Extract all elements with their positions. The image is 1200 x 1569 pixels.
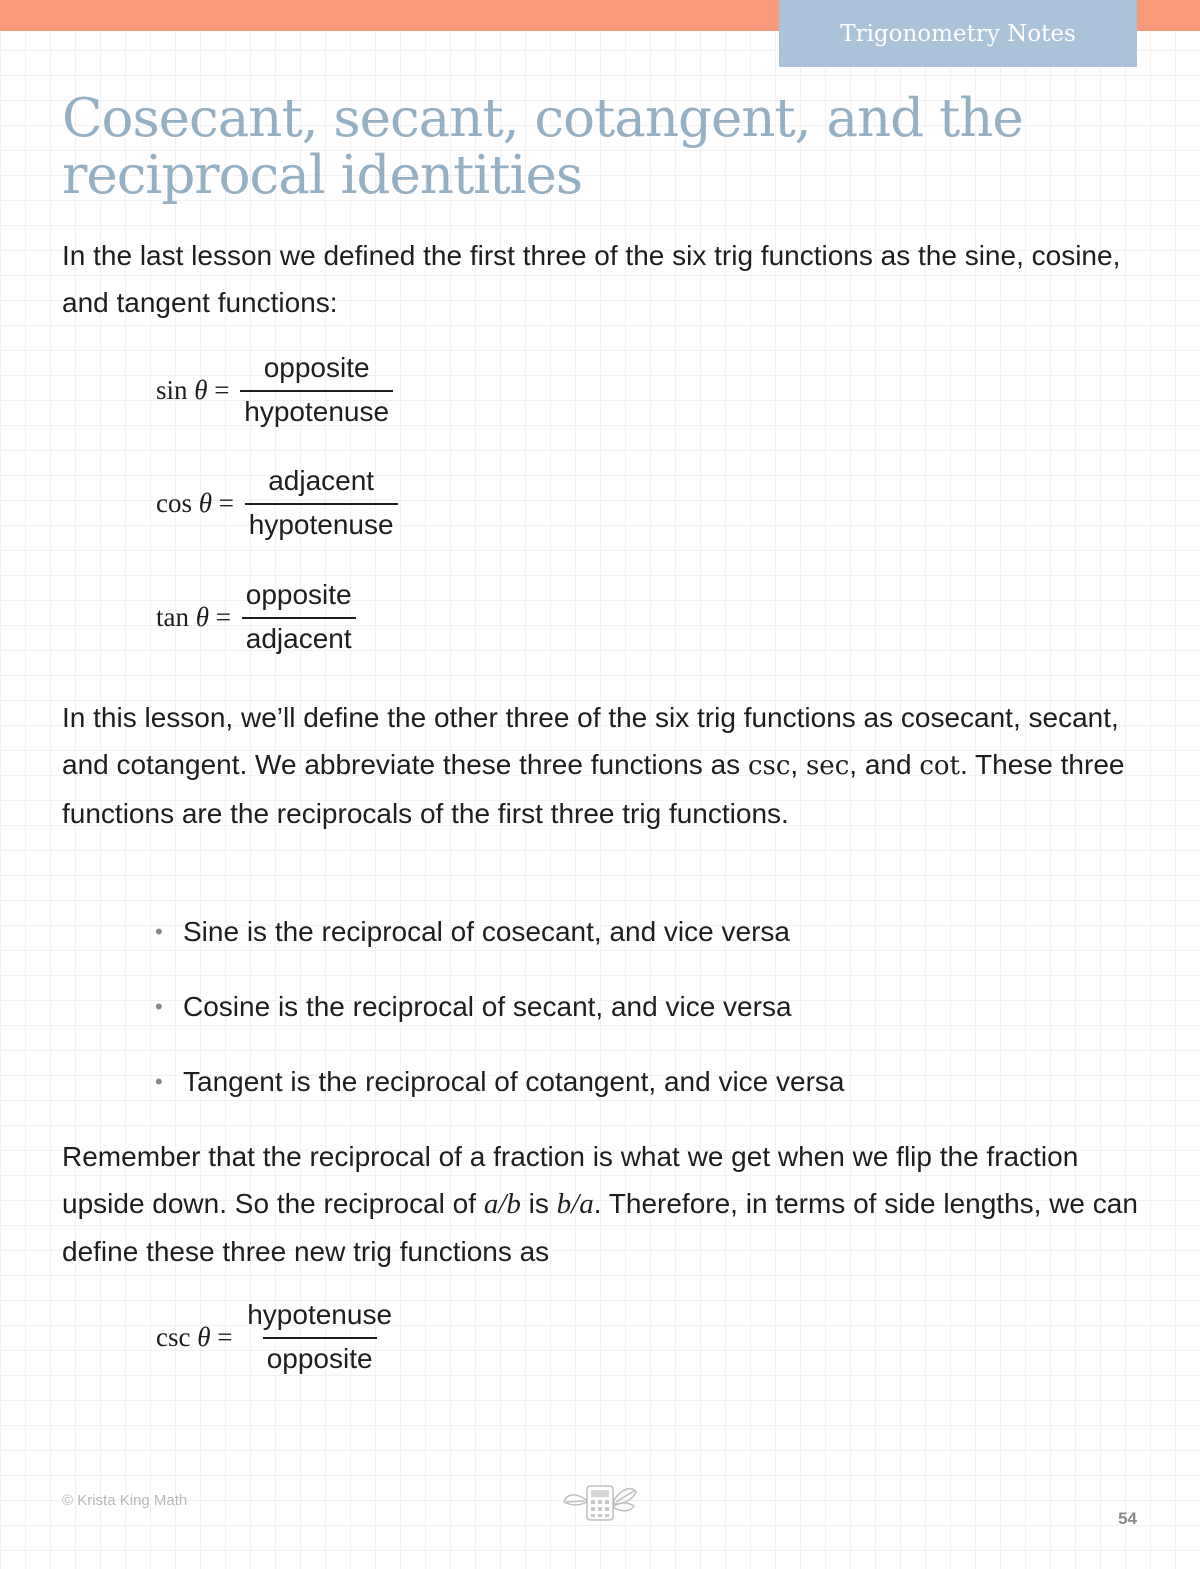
fraction-denominator: hypotenuse (240, 390, 393, 430)
intro-paragraph: In the last lesson we defined the first three of the six trig functions as the sine, cosine, and tangent functions: (62, 240, 1121, 318)
fraction-numerator: opposite (263, 352, 370, 383)
header-tab-label: Trigonometry Notes (840, 20, 1076, 47)
list-item: • Tangent is the reciprocal of cotangent, and vice versa (155, 1060, 845, 1135)
equation-lhs: cos θ = (156, 487, 241, 518)
copyright-text: © Krista King Math (62, 1492, 188, 1509)
bullet-icon: • (155, 994, 163, 1019)
equation-cosecant (156, 1297, 396, 1377)
csc-abbrev: csc (747, 751, 791, 781)
list-item: • Sine is the reciprocal of cosecant, and vice versa (155, 910, 845, 985)
fraction-b-over-a: b/a (556, 1188, 594, 1220)
fraction-numerator: opposite (245, 579, 352, 610)
fraction-denominator: hypotenuse (245, 503, 398, 543)
equation-tangent (156, 577, 356, 657)
page-title: Cosecant, secant, cotangent, and the reciprocal identities (62, 88, 1023, 206)
fraction-denominator: adjacent (242, 617, 356, 657)
equation-lhs: tan θ = (156, 601, 238, 632)
fraction-numerator: hypotenuse (247, 1299, 393, 1330)
fraction (242, 577, 356, 657)
fraction (240, 350, 393, 430)
header-tab (779, 0, 1137, 67)
reciprocal-paragraph: Remember that the reciprocal of a fraction is what we get when we flip the fraction upside down. So the reciprocal of a/b is b/a. Therefore, in terms of side lengths, we can define these three new trig functions as (62, 1141, 1138, 1267)
equation-cosine (156, 463, 398, 543)
equation-lhs: sin θ = (156, 374, 237, 405)
reciprocal-list (155, 910, 845, 1135)
page-number: 54 (1118, 1509, 1137, 1528)
list-item: • Cosine is the reciprocal of secant, and vice versa (155, 985, 845, 1060)
fraction-numerator: adjacent (268, 465, 375, 496)
cot-abbrev: cot (919, 751, 960, 781)
bullet-icon: • (155, 919, 163, 944)
fraction-denominator: opposite (263, 1337, 377, 1377)
bullet-icon: • (155, 1069, 163, 1094)
fraction (245, 463, 398, 543)
equation-lhs: csc θ = (156, 1321, 240, 1352)
fraction-a-over-b: a/b (483, 1188, 521, 1220)
lesson-paragraph: In this lesson, we’ll define the other three of the six trig functions as cosecant, secant, and cotangent. We abbreviate these three functions as csc, sec, and cot. These three functions are the reciprocals of the first three trig functions. (62, 702, 1125, 829)
fraction (243, 1297, 396, 1377)
equation-sine (156, 350, 393, 430)
calculator-leaf-logo-icon (562, 1482, 638, 1522)
sec-abbrev: sec (805, 751, 850, 781)
